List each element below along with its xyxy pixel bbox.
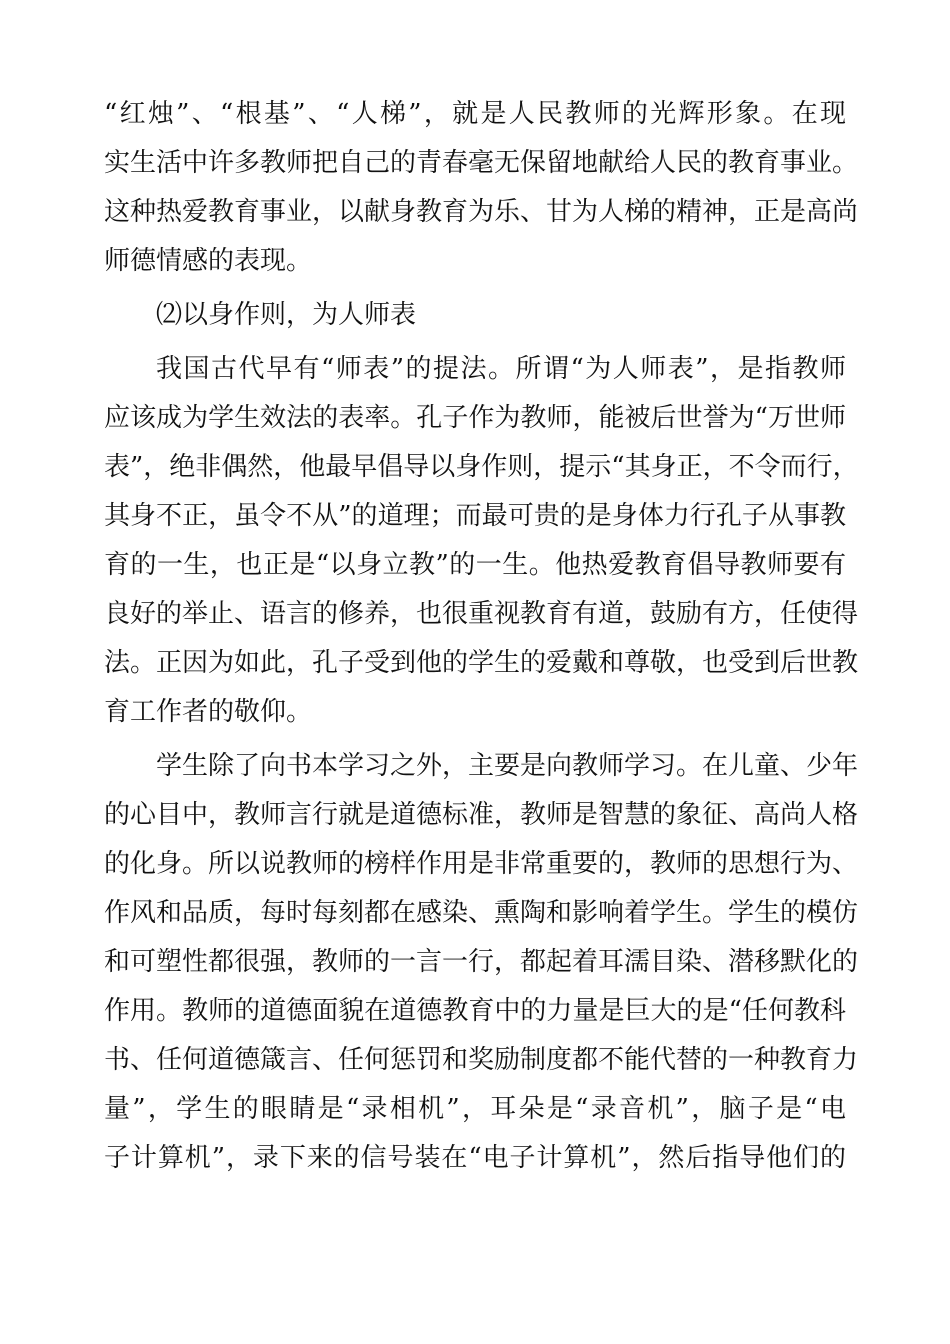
text-line: 实生活中许多教师把自己的青春毫无保留地献给人民的教育事业。 (104, 148, 859, 178)
text-line: 作风和品质，每时每刻都在感染、熏陶和影响着学生。学生的模仿 (104, 898, 859, 928)
text-line: 学生除了向书本学习之外，主要是向教师学习。在儿童、少年 (156, 751, 859, 781)
text-line: 作用。教师的道德面貌在道德教育中的力量是巨大的是“任何教科 (104, 996, 846, 1026)
document-body (104, 90, 859, 1183)
paragraph-3 (104, 742, 859, 1183)
text-line: 育的一生，也正是“以身立教”的一生。他热爱教育倡导教师要有 (104, 550, 846, 580)
section-heading-text: ⑵以身作则，为人师表 (156, 300, 417, 330)
text-line: 法。正因为如此，孔子受到他的学生的爱戴和尊敬，也受到后世教 (104, 648, 859, 678)
text-line: 表”，绝非偶然，他最早倡导以身作则，提示“其身正，不令而行， (104, 452, 859, 482)
text-line: “红烛”、“根基”、“人梯”，就是人民教师的光辉形象。在现 (104, 99, 846, 129)
text-line: 这种热爱教育事业，以献身教育为乐、甘为人梯的精神，正是高尚 (104, 197, 859, 227)
text-line: 和可塑性都很强，教师的一言一行，都起着耳濡目染、潜移默化的 (104, 947, 859, 977)
section-heading (104, 291, 846, 340)
text-line: 应该成为学生效法的表率。孔子作为教师，能被后世誉为“万世师 (104, 403, 846, 433)
text-line: 子计算机”，录下来的信号装在“电子计算机”，然后指导他们的 (104, 1143, 846, 1173)
text-line: 良好的举止、语言的修养，也很重视教育有道，鼓励有方，任使得 (104, 599, 859, 629)
text-line: 其身不正，虽令不从”的道理；而最可贵的是身体力行孔子从事教 (104, 501, 846, 531)
text-line: 育工作者的敬仰。 (104, 697, 313, 727)
text-line: 的化身。所以说教师的榜样作用是非常重要的，教师的思想行为、 (104, 849, 859, 879)
paragraph-2 (104, 345, 859, 737)
text-line: 的心目中，教师言行就是道德标准，教师是智慧的象征、高尚人格 (104, 800, 859, 830)
paragraph-1 (104, 90, 859, 286)
text-line: 师德情感的表现。 (104, 246, 313, 276)
text-line: 量”，学生的眼睛是“录相机”，耳朵是“录音机”，脑子是“电 (104, 1094, 846, 1124)
text-line: 我国古代早有“师表”的提法。所谓“为人师表”，是指教师 (156, 354, 846, 384)
text-line: 书、任何道德箴言、任何惩罚和奖励制度都不能代替的一种教育力 (104, 1045, 859, 1075)
